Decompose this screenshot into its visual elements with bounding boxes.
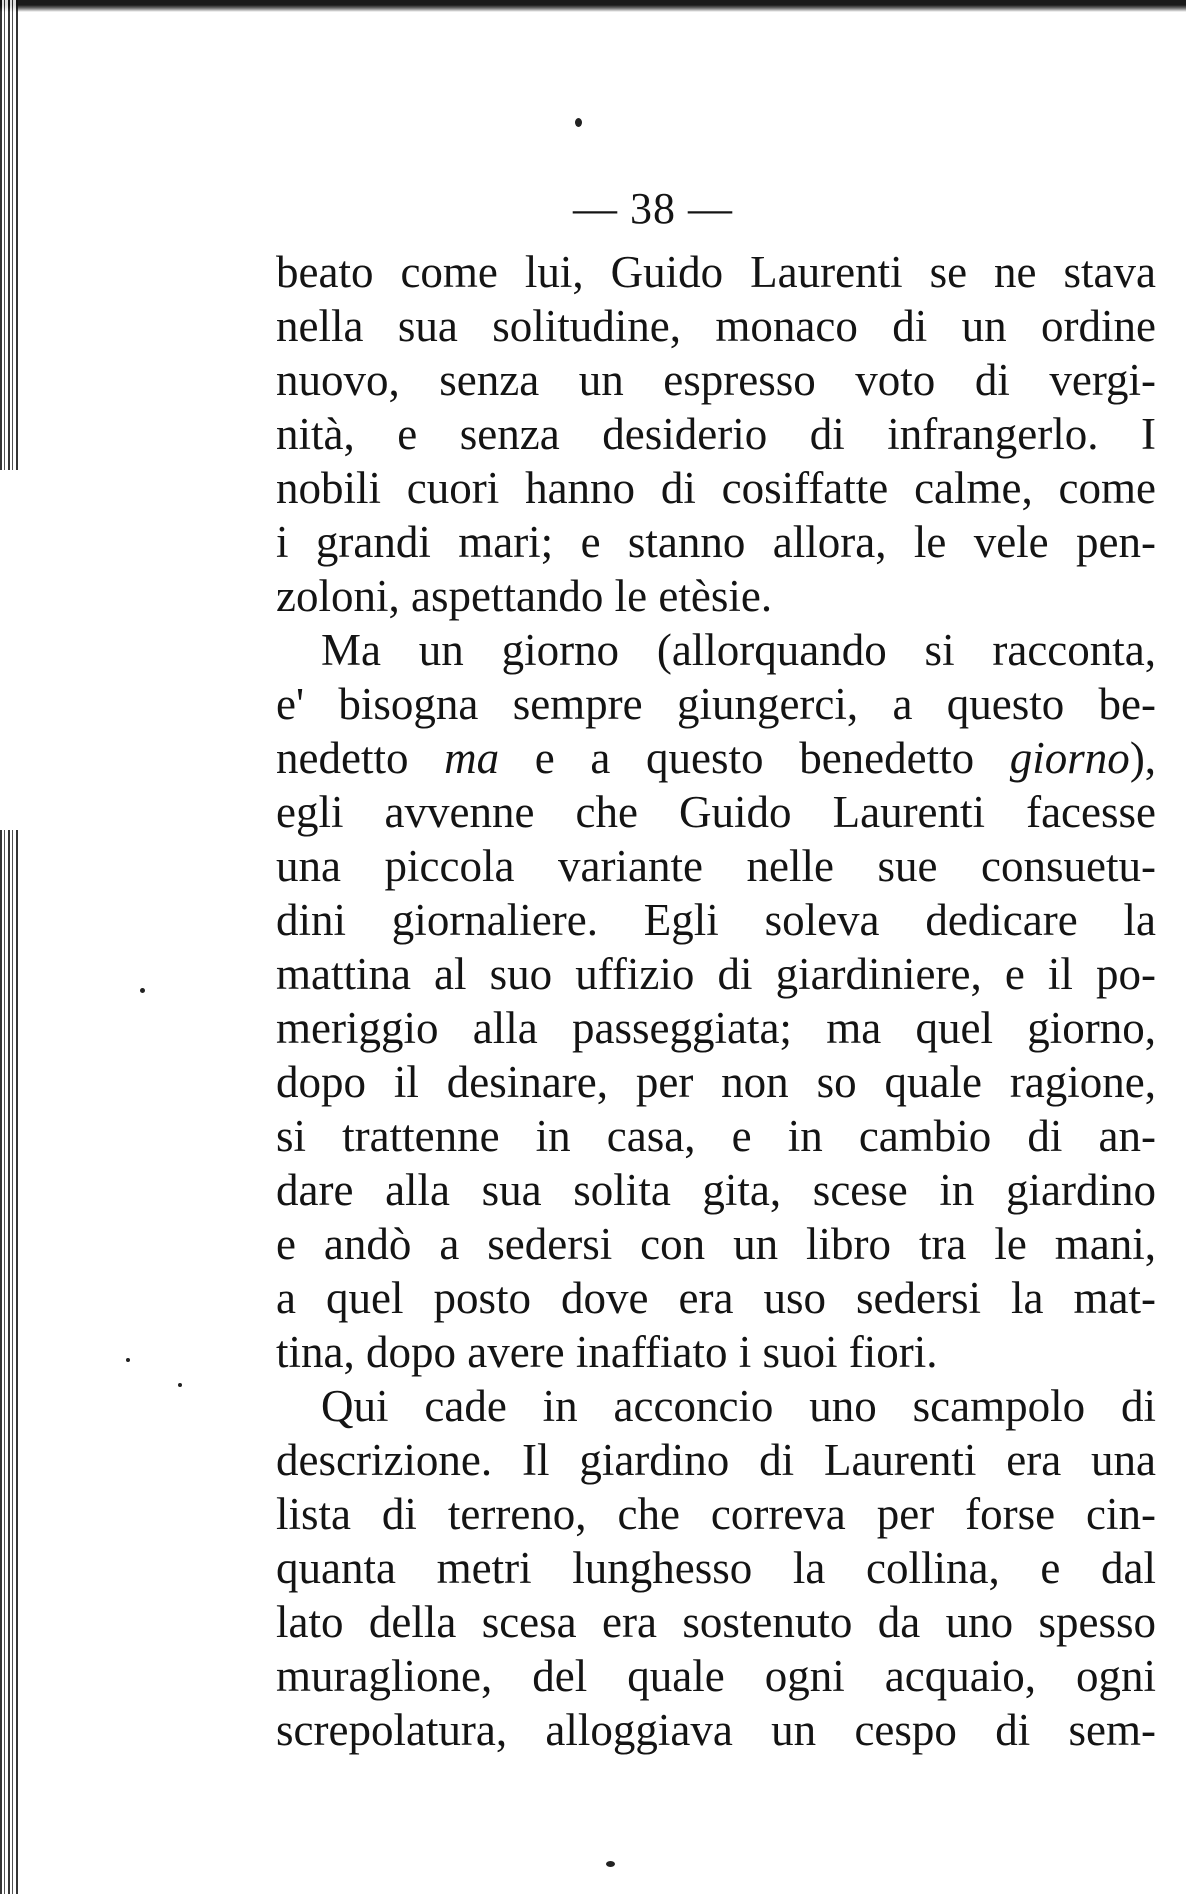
text-line: screpolatura, alloggiava un cespo di sem- [276, 1705, 1156, 1755]
text-line: a quel posto dove era uso sedersi la mat- [276, 1273, 1156, 1323]
text-line: beato come lui, Guido Laurenti se ne stava [276, 247, 1156, 297]
italic-word: giorno [1009, 733, 1130, 783]
scan-speck [140, 988, 145, 993]
text-line: nobili cuori hanno di cosiffatte calme, come [276, 463, 1156, 513]
scan-speck [126, 1358, 130, 1362]
page-number: — 38 — [573, 184, 733, 233]
text-line: egli avvenne che Guido Laurenti facesse [276, 787, 1156, 837]
text-line: lista di terreno, che correva per forse cin- [276, 1489, 1156, 1539]
text-line: Qui cade in acconcio uno scampolo di [321, 1381, 1156, 1431]
text-line: muraglione, del quale ogni acquaio, ogni [276, 1651, 1156, 1701]
scan-speck [606, 1861, 615, 1867]
text-line: e andò a sedersi con un libro tra le mani, [276, 1219, 1156, 1269]
text-line: dare alla sua solita gita, scese in giardino [276, 1165, 1156, 1215]
text-line: una piccola variante nelle sue consuetu- [276, 841, 1156, 891]
text-line: tina, dopo avere inaffiato i suoi fiori. [276, 1327, 938, 1377]
text-line-with-italics: nedetto ma e a questo benedetto giorno), [276, 733, 1157, 783]
text-line: descrizione. Il giardino di Laurenti era una [276, 1435, 1156, 1485]
italic-word: ma [444, 733, 500, 783]
text-line: quanta metri lunghesso la collina, e dal [276, 1543, 1156, 1593]
scan-speck [575, 118, 582, 127]
text-line: dini giornaliere. Egli soleva dedicare la [276, 895, 1156, 945]
scan-spine-shadow [0, 0, 18, 1894]
text-line: zoloni, aspettando le etèsie. [276, 571, 773, 621]
scan-top-edge [0, 0, 1186, 12]
text-line: meriggio alla passeggiata; ma quel giorno, [276, 1003, 1156, 1053]
text-line: e' bisogna sempre giungerci, a questo be- [276, 679, 1156, 729]
text-line: nuovo, senza un espresso voto di vergi- [276, 355, 1156, 405]
scan-speck [178, 1383, 182, 1387]
text-line: si trattenne in casa, e in cambio di an- [276, 1111, 1156, 1161]
text-line: mattina al suo uffizio di giardiniere, e il po- [276, 949, 1156, 999]
text-line: nella sua solitudine, monaco di un ordine [276, 301, 1156, 351]
text-line: nità, e senza desiderio di infrangerlo. I [276, 409, 1156, 459]
spine-gap [0, 470, 22, 830]
text-line: dopo il desinare, per non so quale ragione, [276, 1057, 1156, 1107]
body-text [276, 245, 1156, 1757]
text-line: lato della scesa era sostenuto da uno spesso [276, 1597, 1156, 1647]
text-line: Ma un giorno (allorquando si racconta, [321, 625, 1156, 675]
text-line: i grandi mari; e stanno allora, le vele pen- [276, 517, 1156, 567]
